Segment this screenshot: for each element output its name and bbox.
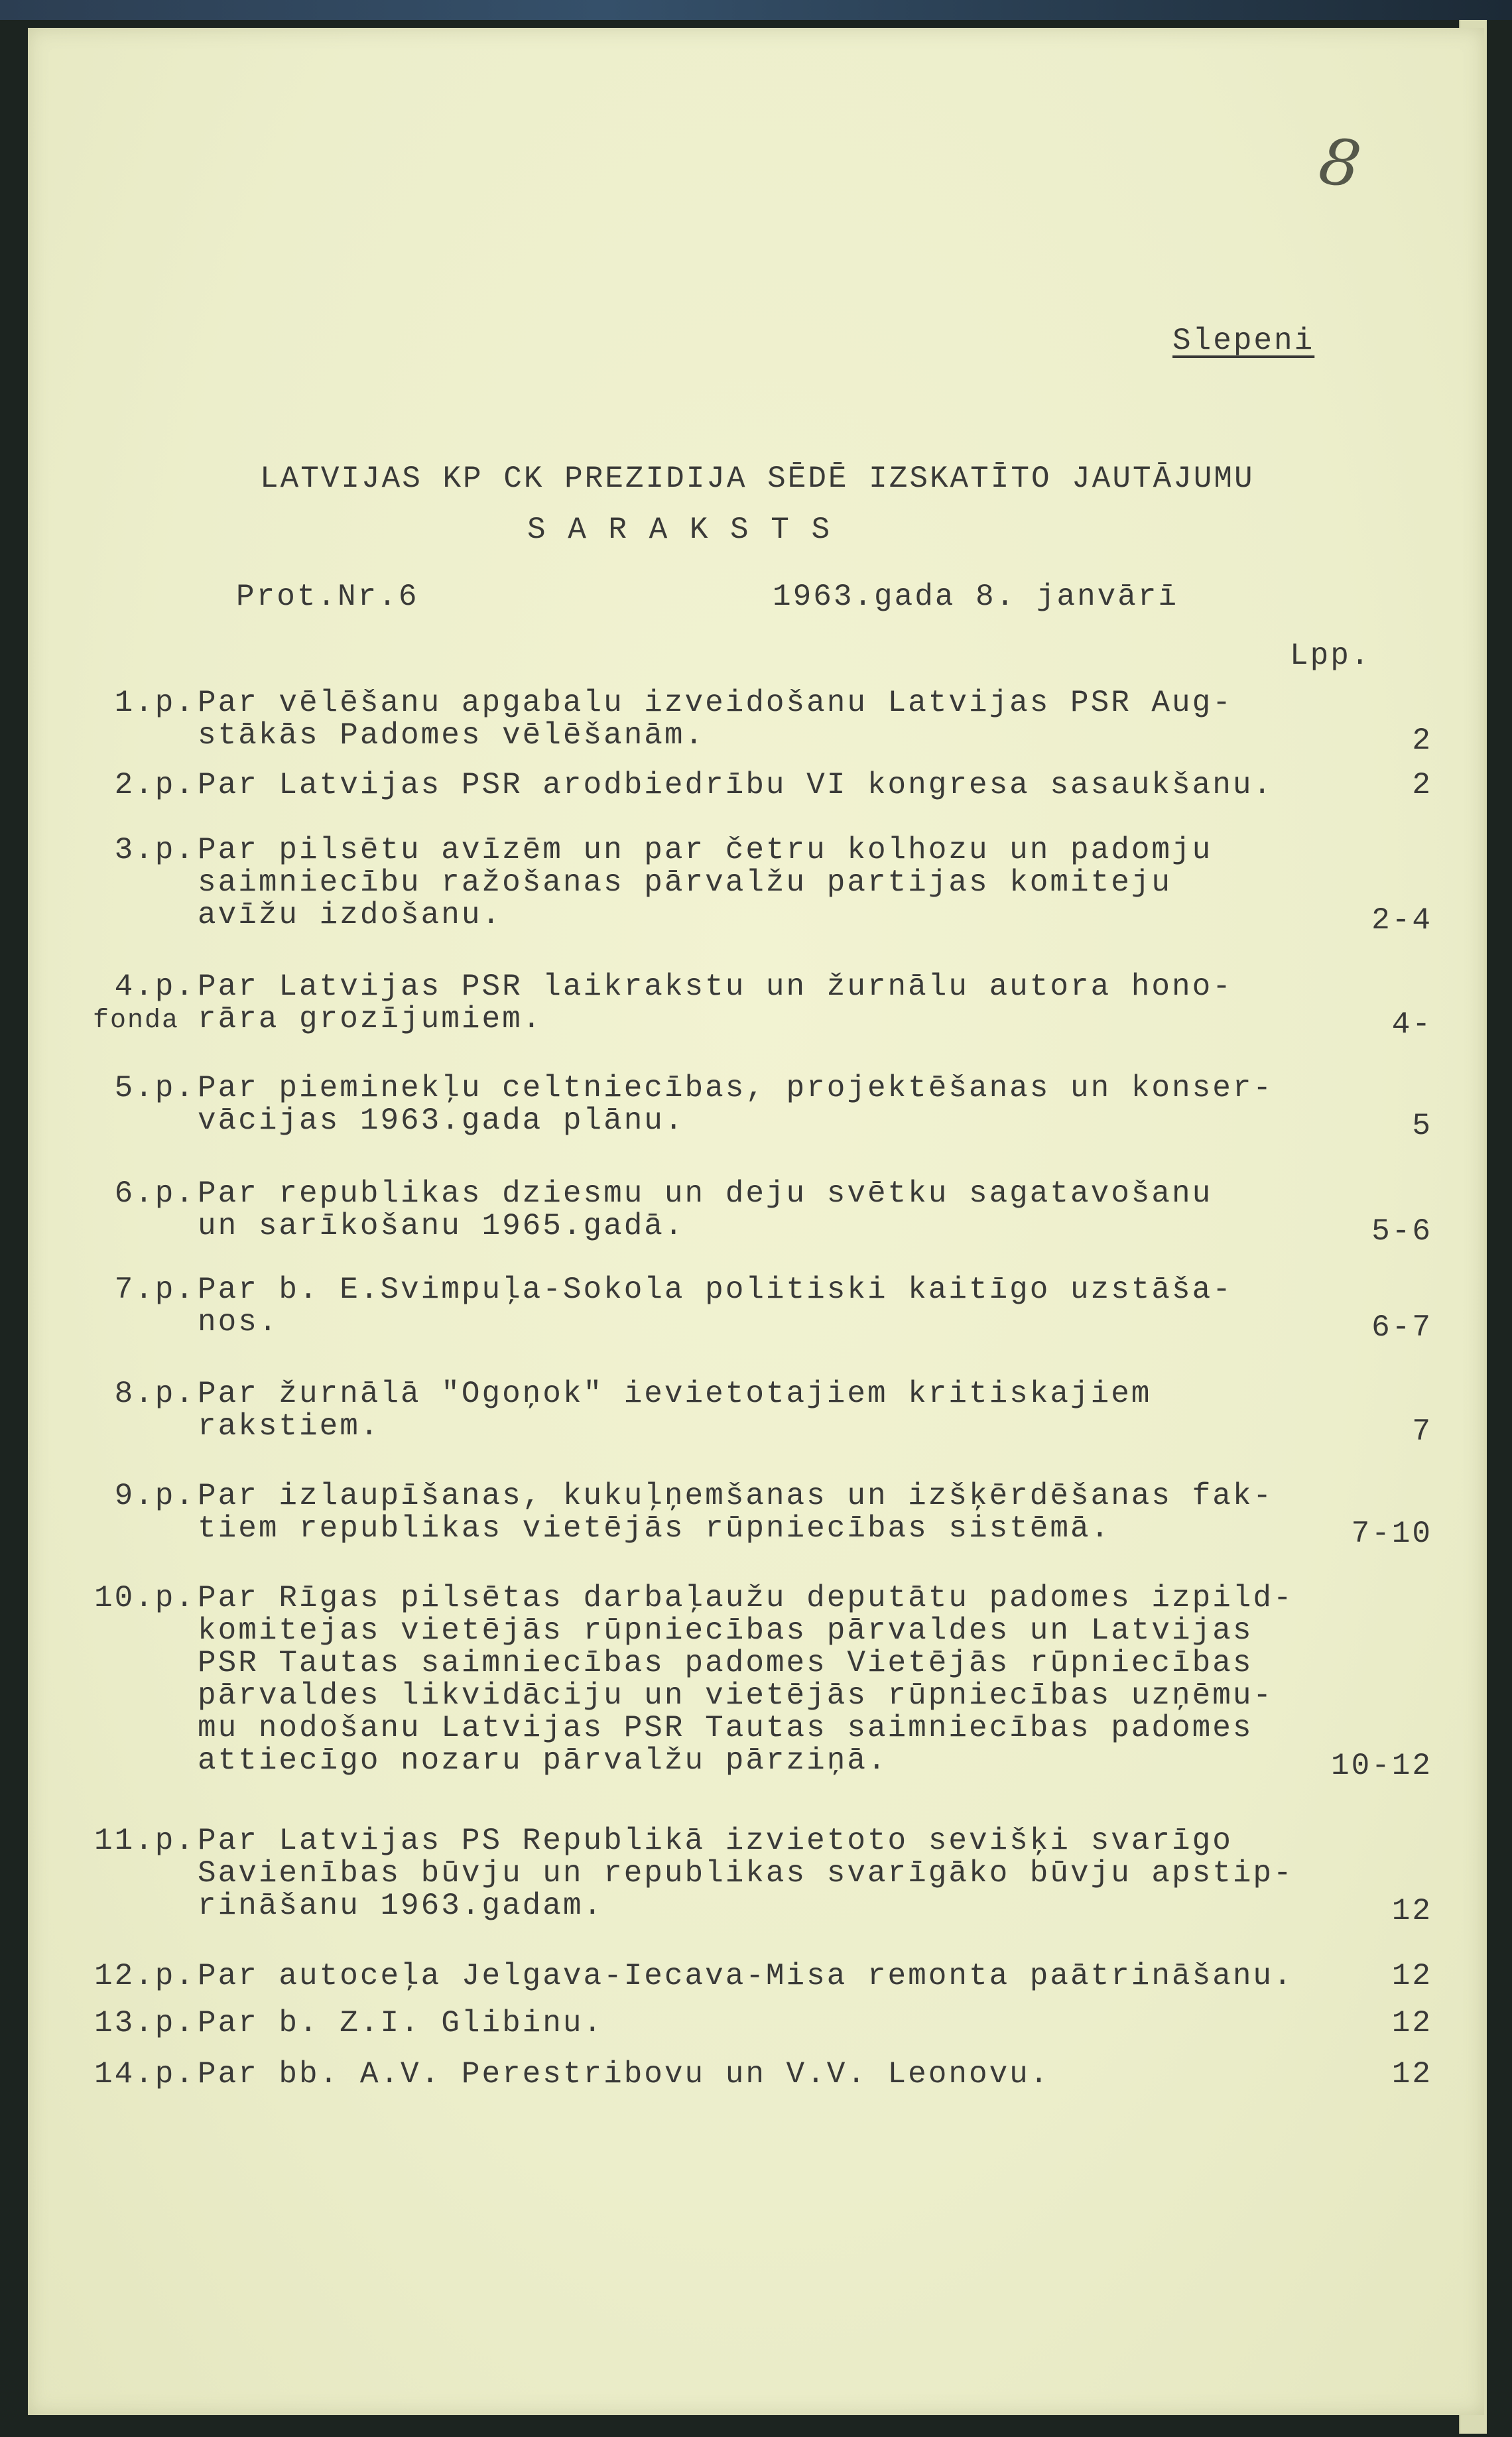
item-pages: 2-4 [1371,903,1432,938]
item-number: 9.p. [114,1479,196,1513]
item-pages: 6-7 [1371,1310,1432,1345]
item-insert-text: fonda [93,1006,180,1036]
item-text: Par pieminekļu celtniecības, projektēšanas un konser- vācijas 1963.gada plānu. [198,1071,1274,1138]
item-number: 2.p. [114,768,196,802]
item-pages: 12 [1391,1959,1432,1993]
item-pages: 7-10 [1351,1517,1432,1551]
item-text: Par Latvijas PS Republikā izvietoto sevišķi svarīgo Savienības būvju un republikas svarīgāko būvju apstip- rināšanu 1963.gadam. [198,1824,1294,1923]
item-number: 13.p. [94,2006,196,2040]
item-number: 10.p. [94,1581,196,1615]
item-pages: 5 [1412,1109,1432,1143]
item-text: Par pilsētu avīzēm un par četru kolhozu un padomju saimniecību ražošanas pārvalžu partijas komiteju avīžu izdošanu. [198,833,1213,932]
item-text: Par bb. A.V. Perestribovu un V.V. Leonovu. [198,2057,1050,2092]
item-pages: 10-12 [1330,1749,1432,1783]
item-number: 6.p. [114,1176,196,1211]
item-pages: 4- [1391,1007,1432,1042]
item-number: 11.p. [94,1824,196,1858]
item-text: Par b. E.Svimpuļa-Sokola politiski kaitīgo uzstāša- nos. [198,1273,1233,1340]
item-pages: 7 [1412,1414,1432,1449]
item-text: Par republikas dziesmu un deju svētku sagatavošanu un sarīkošanu 1965.gadā. [198,1176,1213,1243]
item-number: 8.p. [114,1377,196,1411]
item-text: Par autoceļa Jelgava-Iecava-Misa remonta paātrināšanu. [198,1959,1294,1993]
item-number: 3.p. [114,833,196,867]
page-column-label: Lpp. [1290,639,1371,673]
protocol-number: Prot.Nr.6 [236,580,419,614]
item-pages: 5-6 [1371,1214,1432,1249]
item-number: 7.p. [114,1273,196,1307]
item-pages: 12 [1391,1894,1432,1928]
scan-border-top [0,0,1512,20]
item-text: Par vēlēšanu apgabalu izveidošanu Latvijas PSR Aug- stākās Padomes vēlēšanām. [198,686,1233,753]
item-pages: 12 [1391,2006,1432,2040]
item-text: Par Latvijas PSR arodbiedrību VI kongresa sasaukšanu. [198,768,1274,802]
document-title: LATVIJAS KP CK PREZIDIJA SĒDĒ IZSKATĪTO JAUTĀJUMU [260,462,1255,496]
item-text: Par izlaupīšanas, kukuļņemšanas un izšķērdēšanas fak- tiem republikas vietējās rūpniecības sistēmā. [198,1479,1274,1546]
item-text: Par Rīgas pilsētas darbaļaužu deputātu padomes izpild- komitejas vietējās rūpniecības pārvaldes un Latvijas PSR Tautas saimniecības padomes Vietējās rūpniecības pārvaldes likvidāciju un vietējās rūpniecības uzņēmu- mu nodošanu Latvijas PSR Tautas saimniecības padomes attiecīgo nozaru pārvalžu pārziņā. [198,1581,1294,1778]
item-number: 12.p. [94,1959,196,1993]
document-subtitle: S A R A K S T S [527,513,832,547]
item-text: Par žurnālā "Ogoņok" ievietotajiem kritiskajiem rakstiem. [198,1377,1152,1444]
item-pages: 12 [1391,2057,1432,2092]
handwritten-page-number: 8 [1314,123,1365,203]
item-pages: 2 [1412,768,1432,802]
classification-label: Slepeni [1172,324,1315,358]
item-number: 5.p. [114,1071,196,1105]
item-number: 1.p. [114,686,196,720]
document-date: 1963.gada 8. janvārī [773,580,1179,614]
item-number: 4.p. [114,969,196,1004]
item-text: Par b. Z.I. Glibinu. [198,2006,604,2040]
item-pages: 2 [1412,723,1432,758]
item-number: 14.p. [94,2057,196,2092]
item-text: Par Latvijas PSR laikrakstu un žurnālu autora hono- rāra grozījumiem. [198,969,1233,1036]
